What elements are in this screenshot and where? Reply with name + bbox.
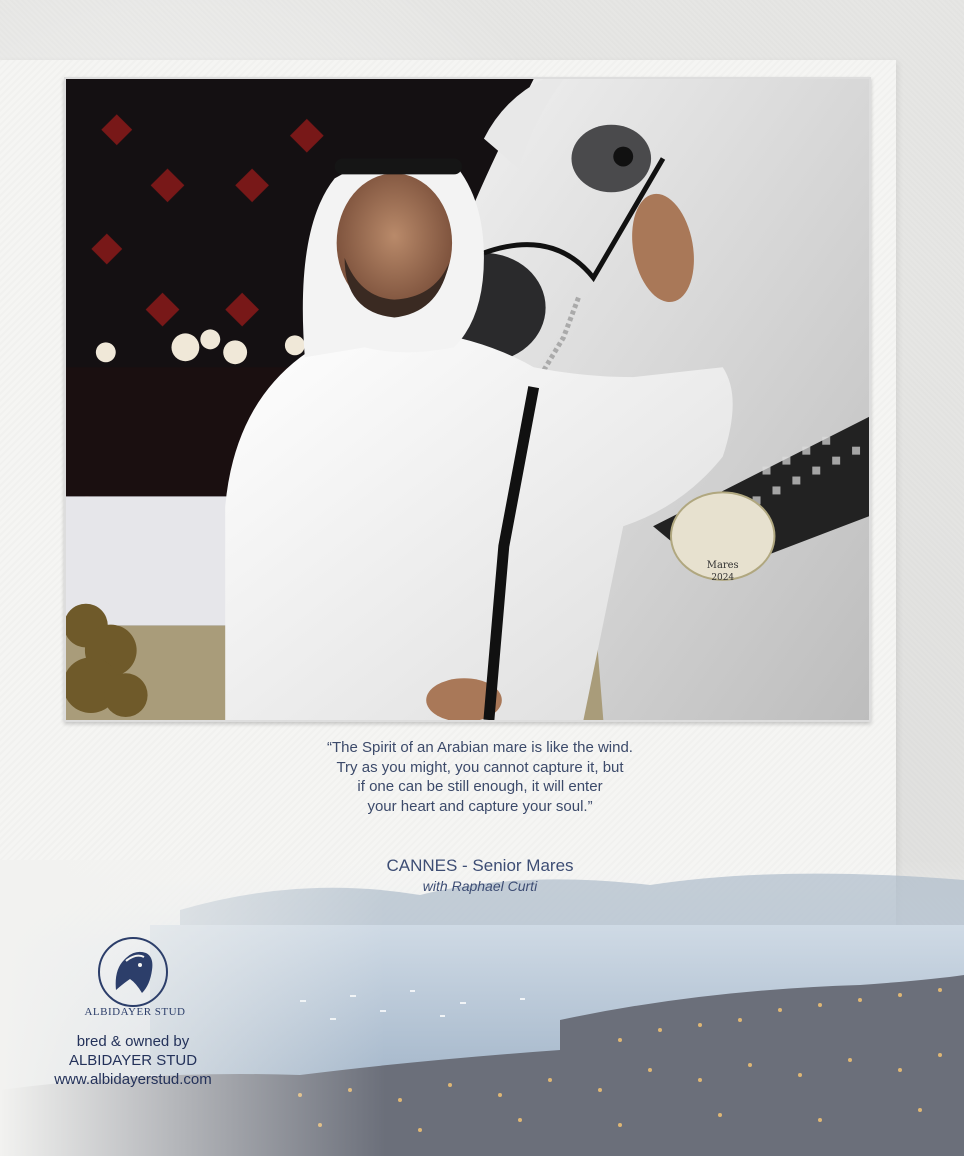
medal-text-2: 2024 — [711, 572, 735, 583]
quote-line: “The Spirit of an Arabian mare is like the wind. — [327, 739, 633, 756]
quote-line: your heart and capture your soul.” — [367, 797, 593, 815]
logo-text: ALBIDAYER STUD — [84, 1006, 186, 1018]
quote — [230, 738, 730, 816]
horse-head-logo-icon — [96, 935, 171, 1010]
event-caption — [230, 856, 730, 894]
credits — [40, 1032, 226, 1089]
credits-line: bred & owned by — [76, 1033, 190, 1050]
event-subtitle: with Raphael Curti — [422, 878, 538, 894]
event-title: CANNES - Senior Mares — [386, 856, 574, 875]
credits-line: ALBIDAYER STUD — [68, 1052, 198, 1069]
website-link[interactable]: www.albidayerstud.com — [54, 1071, 212, 1088]
quote-line: Try as you might, you cannot capture it, but — [336, 758, 624, 776]
main-photo — [64, 77, 871, 722]
medal-text-1: Mares — [706, 559, 739, 571]
quote-line: if one can be still enough, it will enter — [357, 778, 603, 795]
